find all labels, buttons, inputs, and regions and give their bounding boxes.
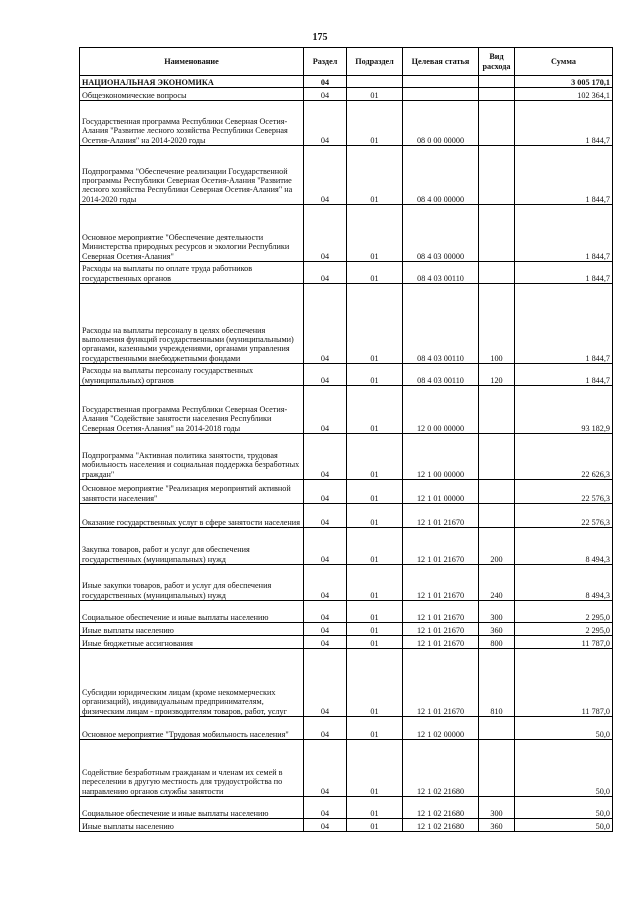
cell-target: 12 1 02 21680: [403, 797, 479, 819]
cell-podrazdel: 01: [347, 262, 403, 284]
cell-target: 12 1 01 21670: [403, 504, 479, 528]
cell-podrazdel: 01: [347, 480, 403, 504]
cell-name: Расходы на выплаты персоналу в целях обеспечения выполнения функций государственными (муниципальными) органами, казенными учреждениями, органами управления государственными внебюджетными фондами: [80, 284, 304, 364]
cell-name: Подпрограмма "Активная политика занятости, трудовая мобильность населения и социальная поддержка безработных граждан": [80, 434, 304, 480]
cell-vid: 800: [479, 636, 515, 649]
cell-summa: 1 844,7: [515, 205, 613, 262]
table-row: [80, 565, 613, 601]
cell-razdel: 04: [304, 528, 347, 565]
cell-podrazdel: 01: [347, 146, 403, 205]
table-row: [80, 76, 613, 88]
cell-vid: [479, 88, 515, 101]
cell-vid: [479, 101, 515, 146]
cell-podrazdel: 01: [347, 565, 403, 601]
cell-razdel: 04: [304, 636, 347, 649]
cell-razdel: 04: [304, 623, 347, 636]
cell-name: Государственная программа Республики Северная Осетия-Алания "Содействие занятости населения Республики Северная Осетия-Алания" на 2014-2018 годы: [80, 386, 304, 434]
cell-vid: 120: [479, 364, 515, 386]
cell-summa: 1 844,7: [515, 262, 613, 284]
cell-target: 12 1 00 00000: [403, 434, 479, 480]
cell-razdel: 04: [304, 797, 347, 819]
table-row: [80, 819, 613, 832]
cell-summa: 50,0: [515, 797, 613, 819]
cell-target: 12 1 02 21680: [403, 740, 479, 797]
cell-razdel: 04: [304, 284, 347, 364]
cell-target: 12 0 00 00000: [403, 386, 479, 434]
cell-summa: 93 182,9: [515, 386, 613, 434]
cell-name: Субсидии юридическим лицам (кроме некоммерческих организаций), индивидуальным предпринимателям, физическим лицам - производителям товаров, работ, услуг: [80, 649, 304, 717]
cell-razdel: 04: [304, 434, 347, 480]
cell-podrazdel: 01: [347, 88, 403, 101]
cell-podrazdel: 01: [347, 636, 403, 649]
cell-podrazdel: 01: [347, 819, 403, 832]
cell-razdel: 04: [304, 740, 347, 797]
table-row: [80, 364, 613, 386]
cell-razdel: 04: [304, 601, 347, 623]
table-row: [80, 146, 613, 205]
cell-podrazdel: 01: [347, 601, 403, 623]
cell-name: Социальное обеспечение и иные выплаты населению: [80, 797, 304, 819]
cell-vid: [479, 504, 515, 528]
header-razdel: Раздел: [304, 48, 347, 76]
cell-razdel: 04: [304, 205, 347, 262]
table-row: [80, 284, 613, 364]
header-podrazdel: Подраздел: [347, 48, 403, 76]
cell-name: Содействие безработным гражданам и членам их семей в переселении в другую местность для трудоустройства по направлению органов службы занятости: [80, 740, 304, 797]
cell-podrazdel: 01: [347, 101, 403, 146]
cell-vid: [479, 717, 515, 740]
cell-vid: [479, 205, 515, 262]
cell-vid: 200: [479, 528, 515, 565]
table-row: [80, 623, 613, 636]
cell-summa: 50,0: [515, 740, 613, 797]
cell-target: 12 1 01 21670: [403, 623, 479, 636]
cell-razdel: 04: [304, 146, 347, 205]
cell-summa: 1 844,7: [515, 101, 613, 146]
cell-target: 12 1 02 21680: [403, 819, 479, 832]
cell-vid: 300: [479, 797, 515, 819]
table-row: [80, 205, 613, 262]
cell-name: Основное мероприятие "Реализация мероприятий активной занятости населения": [80, 480, 304, 504]
cell-podrazdel: 01: [347, 504, 403, 528]
table-row: [80, 386, 613, 434]
cell-razdel: 04: [304, 649, 347, 717]
cell-podrazdel: 01: [347, 623, 403, 636]
cell-summa: 2 295,0: [515, 623, 613, 636]
header-name: Наименование: [80, 48, 304, 76]
table-header-row: [80, 48, 613, 76]
cell-summa: 50,0: [515, 819, 613, 832]
table-row: [80, 262, 613, 284]
cell-podrazdel: 01: [347, 364, 403, 386]
header-target: Целевая статья: [403, 48, 479, 76]
cell-name: Иные выплаты населению: [80, 623, 304, 636]
table-row: [80, 636, 613, 649]
cell-vid: [479, 262, 515, 284]
cell-target: 08 4 03 00110: [403, 262, 479, 284]
cell-target: 08 4 03 00000: [403, 205, 479, 262]
cell-target: 12 1 01 21670: [403, 649, 479, 717]
cell-podrazdel: 01: [347, 386, 403, 434]
cell-name: Закупка товаров, работ и услуг для обеспечения государственных (муниципальных) нужд: [80, 528, 304, 565]
table-row: [80, 740, 613, 797]
cell-razdel: 04: [304, 364, 347, 386]
cell-name: Основное мероприятие "Трудовая мобильность населения": [80, 717, 304, 740]
cell-podrazdel: 01: [347, 434, 403, 480]
cell-name: Иные бюджетные ассигнования: [80, 636, 304, 649]
cell-summa: 1 844,7: [515, 146, 613, 205]
cell-vid: [479, 434, 515, 480]
cell-name: Расходы на выплаты персоналу государственных (муниципальных) органов: [80, 364, 304, 386]
cell-summa: 1 844,7: [515, 364, 613, 386]
cell-podrazdel: 01: [347, 717, 403, 740]
cell-razdel: 04: [304, 819, 347, 832]
cell-target: 12 1 01 21670: [403, 636, 479, 649]
cell-podrazdel: [347, 76, 403, 88]
cell-target: 08 4 03 00110: [403, 364, 479, 386]
cell-razdel: 04: [304, 101, 347, 146]
cell-target: [403, 76, 479, 88]
cell-vid: [479, 480, 515, 504]
cell-summa: 1 844,7: [515, 284, 613, 364]
header-vid: Вид расхода: [479, 48, 515, 76]
cell-vid: 300: [479, 601, 515, 623]
cell-name: Иные выплаты населению: [80, 819, 304, 832]
cell-name: Социальное обеспечение и иные выплаты населению: [80, 601, 304, 623]
cell-vid: [479, 386, 515, 434]
cell-name: Оказание государственных услуг в сфере занятости населения: [80, 504, 304, 528]
cell-razdel: 04: [304, 386, 347, 434]
cell-summa: 102 364,1: [515, 88, 613, 101]
cell-target: 12 1 01 21670: [403, 528, 479, 565]
cell-razdel: 04: [304, 480, 347, 504]
budget-table: [79, 47, 613, 832]
cell-vid: [479, 146, 515, 205]
table-row: [80, 434, 613, 480]
cell-vid: 100: [479, 284, 515, 364]
cell-target: [403, 88, 479, 101]
cell-vid: [479, 76, 515, 88]
cell-podrazdel: 01: [347, 284, 403, 364]
cell-target: 08 0 00 00000: [403, 101, 479, 146]
cell-name: Общеэкономические вопросы: [80, 88, 304, 101]
cell-name: Государственная программа Республики Северная Осетия-Алания "Развитие лесного хозяйства Республики Северная Осетия-Алания" на 2014-2020 годы: [80, 101, 304, 146]
table-body: [80, 76, 613, 832]
cell-summa: 22 626,3: [515, 434, 613, 480]
cell-vid: 360: [479, 819, 515, 832]
header-summa: Сумма: [515, 48, 613, 76]
cell-razdel: 04: [304, 76, 347, 88]
cell-summa: 3 005 170,1: [515, 76, 613, 88]
cell-vid: 360: [479, 623, 515, 636]
table-row: [80, 101, 613, 146]
table-row: [80, 717, 613, 740]
cell-razdel: 04: [304, 88, 347, 101]
cell-name: Подпрограмма "Обеспечение реализации Государственной программы Республики Северная Осетия-Алания "Развитие лесного хозяйства Республики Северная Осетия-Алания" на 2014-2020 годы: [80, 146, 304, 205]
cell-podrazdel: 01: [347, 797, 403, 819]
cell-target: 12 1 01 21670: [403, 565, 479, 601]
cell-summa: 22 576,3: [515, 480, 613, 504]
page-number: 175: [312, 32, 328, 43]
table-row: [80, 480, 613, 504]
cell-razdel: 04: [304, 504, 347, 528]
cell-razdel: 04: [304, 717, 347, 740]
cell-razdel: 04: [304, 565, 347, 601]
cell-summa: 2 295,0: [515, 601, 613, 623]
cell-summa: 11 787,0: [515, 636, 613, 649]
cell-summa: 8 494,3: [515, 565, 613, 601]
cell-summa: 50,0: [515, 717, 613, 740]
table-row: [80, 528, 613, 565]
cell-name: Расходы на выплаты по оплате труда работников государственных органов: [80, 262, 304, 284]
cell-target: 12 1 01 21670: [403, 601, 479, 623]
cell-vid: 240: [479, 565, 515, 601]
table-row: [80, 601, 613, 623]
cell-summa: 11 787,0: [515, 649, 613, 717]
cell-target: 12 1 02 00000: [403, 717, 479, 740]
cell-name: НАЦИОНАЛЬНАЯ ЭКОНОМИКА: [80, 76, 304, 88]
cell-target: 08 4 00 00000: [403, 146, 479, 205]
table-row: [80, 88, 613, 101]
table-row: [80, 797, 613, 819]
table-row: [80, 504, 613, 528]
cell-summa: 8 494,3: [515, 528, 613, 565]
cell-vid: [479, 740, 515, 797]
table-row: [80, 649, 613, 717]
cell-name: Иные закупки товаров, работ и услуг для обеспечения государственных (муниципальных) нужд: [80, 565, 304, 601]
cell-name: Основное мероприятие "Обеспечение деятельности Министерства природных ресурсов и экологии Республики Северная Осетия-Алания": [80, 205, 304, 262]
cell-podrazdel: 01: [347, 528, 403, 565]
cell-summa: 22 576,3: [515, 504, 613, 528]
cell-podrazdel: 01: [347, 649, 403, 717]
cell-podrazdel: 01: [347, 740, 403, 797]
cell-vid: 810: [479, 649, 515, 717]
cell-target: 08 4 03 00110: [403, 284, 479, 364]
cell-razdel: 04: [304, 262, 347, 284]
cell-target: 12 1 01 00000: [403, 480, 479, 504]
cell-podrazdel: 01: [347, 205, 403, 262]
